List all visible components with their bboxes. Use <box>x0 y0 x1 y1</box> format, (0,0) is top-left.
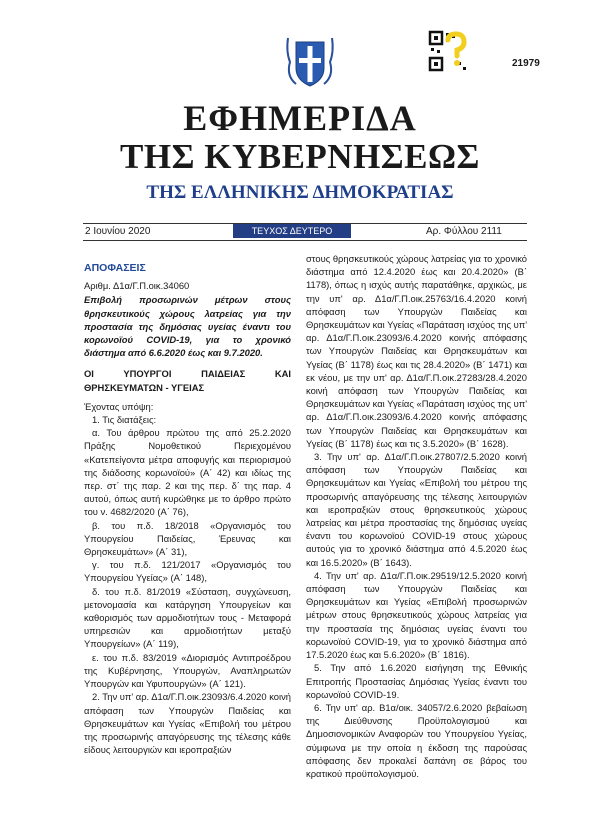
issue-sheet-number: Αρ. Φύλλου 2111 <box>426 226 502 237</box>
preamble-item: 6. Την υπ' αρ. Β1α/οικ. 34057/2.6.2020 βεβαίωση της Διεύθυνσης Προϋπολογισμού και Δημοσιονομικών Αναφορών του Υπουργείου Υγείας, σύμφωνα με την οποία η έκδοση της παρούσας απόφασης δεν προκαλεί δαπάνη σε βάρος του κρατικού προϋπολογισμού. <box>306 701 527 779</box>
preamble-item: γ. του π.δ. 121/2017 «Οργανισμός του Υπουργείου Υγείας» (Α΄ 148), <box>84 559 291 584</box>
header-rule-bottom <box>83 240 527 241</box>
preamble-item: δ. του π.δ. 81/2019 «Σύσταση, συγχώνευση, μετονομασία και κατάργηση Υπουργείων και καθορισμός των αρμοδιοτήτων τους - Μεταφορά υπηρεσιών και αρμοδιοτήτων μεταξύ Υπουργείων» (Α΄ 119), <box>84 585 291 650</box>
issue-series-badge: ΤΕΥΧΟΣ ΔΕΥΤΕΡΟ <box>233 224 351 238</box>
preamble-item: στους θρησκευτικούς χώρους λατρείας για το χρονικό διάστημα από 12.4.2020 έως και 20.4.2020» (Β΄ 1178), όπως η ισχύς αυτής παρατάθηκε, αρχικώς, με την υπ' αρ. Δ1α/Γ.Π.οικ.25763/16.4.2020 κοινή απόφαση των Υπουργών Παιδείας και Θρησκευμάτων και Υγείας «Παράταση ισχύος της υπ' αρ. Δ1α/Γ.Π.οικ.23093/6.4.2020 κοινής απόφασης των Υπουργών Παιδείας και Θρησκευμάτων και Υγείας (Β΄ 1178) έως και τις 28.4.2020» (Β΄ 1471) και εκ νέου, με την υπ' αρ. Δ1α/Γ.Π.οικ.27283/28.4.2020 κοινή απόφαση των Υπουργών Παιδείας και Θρησκευμάτων και Υγείας «Παράταση ισχύος της υπ' αρ. Δ1α/Γ.Π.οικ.23093/6.4.2020 κοινής απόφασης των Υπουργών Παιδείας και Θρησκευμάτων και Υγείας (Β΄ 1178) έως και τις 3.5.2020» (Β΄ 1628). <box>306 253 527 449</box>
right-column <box>306 252 527 780</box>
preamble-intro: Έχοντας υπόψη: <box>84 400 154 412</box>
left-column <box>84 252 291 756</box>
section-heading: ΑΠΟΦΑΣΕΙΣ <box>84 262 146 274</box>
ministers-heading: ΟΙ ΥΠΟΥΡΓΟΙ ΠΑΙΔΕΙΑΣ ΚΑΙ ΘΡΗΣΚΕΥΜΑΤΩΝ - ΥΓΕΙΑΣ <box>84 368 291 393</box>
preamble-item: β. του π.δ. 18/2018 «Οργανισμός του Υπουργείου Παιδείας, Έρευνας και Θρησκευμάτων» (Α΄ 31), <box>84 519 291 558</box>
decision-title: Επιβολή προσωρινών μέτρων στους θρησκευτικούς χώρους λατρείας για την προστασία της δημόσιας υγείας έναντι του κορωνοϊού COVID-19, για το χρονικό διάστημα από 6.6.2020 έως και 9.7.2020. <box>84 294 291 359</box>
qr-code-icon <box>428 30 468 72</box>
preamble-item: ε. του π.δ. 83/2019 «Διορισμός Αντιπροέδρου της Κυβέρνησης, Υπουργών, Αναπληρωτών Υπουργών και Υφυπουργών» (Α΄ 121). <box>84 651 291 690</box>
gazette-title-line2: ΤΗΣ ΚΥΒΕΡΝΗΣΕΩΣ <box>120 137 480 176</box>
preamble-item: 1. Τις διατάξεις: <box>92 414 157 426</box>
greek-coat-of-arms-icon <box>282 32 338 92</box>
preamble-item: 5. Την από 1.6.2020 εισήγηση της Εθνικής Επιτροπής Προστασίας Δημόσιας Υγείας έναντι του κορωνοϊού COVID-19. <box>306 662 527 700</box>
preamble-item: 4. Την υπ' αρ. Δ1α/Γ.Π.οικ.29519/12.5.2020 κοινή απόφαση των Υπουργών Παιδείας και Θρησκευμάτων και Υγείας «Επιβολή προσωρινών μέτρων στους θρησκευτικούς χώρους λατρείας για την προστασία της δημόσιας υγείας έναντι του κορωνοϊού COVID-19, για το χρονικό διάστημα από 17.5.2020 έως και 5.6.2020» (Β΄ 1816). <box>306 569 527 661</box>
gazette-subtitle: ΤΗΣ ΕΛΛΗΝΙΚΗΣ ΔΗΜΟΚΡΑΤΙΑΣ <box>146 182 454 203</box>
preamble-item: 2. Την υπ' αρ. Δ1α/Γ.Π.οικ.23093/6.4.2020 κοινή απόφαση των Υπουργών Παιδείας και Θρησκευμάτων και Υγείας «Επιβολή του μέτρου της προσωρινής απαγόρευσης της τέλεσης κάθε είδους λειτουργιών και ιεροπραξιών <box>84 691 291 756</box>
preamble-item: 3. Την υπ' αρ. Δ1α/Γ.Π.οικ.27807/2.5.2020 κοινή απόφαση των Υπουργών Παιδείας και Θρησκευμάτων και Υγείας «Επιβολή του μέτρου της προσωρινής απαγόρευσης της τέλεσης λειτουργιών και ιεροπραξιών στους θρησκευτικούς χώρους λατρείας και μέτρα προστασίας της δημόσιας υγείας έναντι του κορωνοϊού COVID-19 στους χώρους αυτούς για το χρονικό διάστημα από 4.5.2020 έως και 16.5.2020» (Β΄ 1643). <box>306 451 527 568</box>
page-number: 21979 <box>512 58 540 69</box>
preamble-item: α. Του άρθρου πρώτου της από 25.2.2020 Πράξης Νομοθετικού Περιεχομένου «Κατεπείγοντα μέτρα αποφυγής και περιορισμού της διάδοσης κορωνοϊού» (Α΄ 42) και ιδίως της περ. στ΄ της παρ. 2 και της περ. δ΄ της παρ. 4 αυτού, όπως αυτή κυρώθηκε με το άρθρο πρώτο του ν. 4682/2020 (Α΄ 76), <box>84 427 291 518</box>
gazette-title-line1: ΕΦΗΜΕΡΙΔΑ <box>183 98 417 138</box>
issue-date: 2 Ιουνίου 2020 <box>85 226 151 237</box>
decision-number: Αριθμ. Δ1α/Γ.Π.οικ.34060 <box>84 280 190 292</box>
